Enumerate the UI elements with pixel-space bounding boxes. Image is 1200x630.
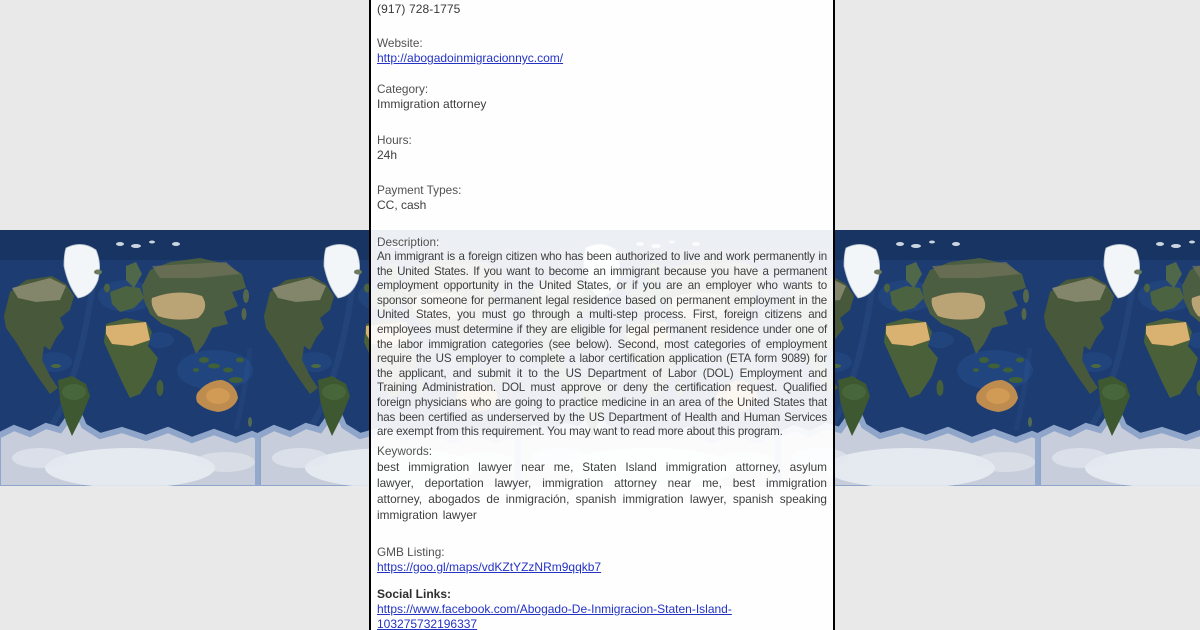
description-label: Description:: [377, 235, 440, 249]
field-payment-types: [377, 183, 827, 213]
facebook-link[interactable]: https://www.facebook.com/Abogado-De-Inmigracion-Staten-Island-103275732196337: [377, 601, 732, 630]
payment-types-value: CC, cash: [377, 198, 427, 212]
field-gmb-listing: [377, 545, 827, 575]
field-description: [377, 235, 827, 440]
field-hours: [377, 133, 827, 163]
hours-label: Hours:: [377, 133, 412, 147]
payment-types-label: Payment Types:: [377, 183, 462, 197]
hours-value: 24h: [377, 148, 398, 162]
description-text: An immigrant is a foreign citizen who has been authorized to live and work permanently in the United States. If you want to become an immigrant because you have a permanent employment opportunity in the United States, or if you are an employer who wants to sponsor someone for permanent legal residence based on permanent employment in the United States, you must go through a multi-step process. First, foreign citizens and employees must determine if they are eligible for legal permanent residence under one of the labor immigration categories (see below). Second, most categories of employment require the US employer to complete a labor certification application (ETA form 9089) for the applicant, and submit it to the US Department of Labor (DOL) Employment and Training Administration. DOL must approve or deny the certification request. Qualified foreign physicians who are going to practice medicine in an area of the United States that has been certified as underserved by the US Department of Health and Human Services are exempt from this requirement. You may want to read more about this program.: [377, 250, 827, 439]
field-keywords: [377, 444, 827, 523]
social-links-label: Social Links:: [377, 586, 452, 601]
phone-number: (917) 728-1775: [377, 2, 461, 16]
category-label: Category:: [377, 82, 429, 96]
keywords-text: best immigration lawyer near me, Staten Island immigration attorney, asylum lawyer, deportation lawyer, immigration attorney near me, best immigration attorney, abogados de inmigración, spanish immigration lawyer, spanish speaking immigration lawyer: [377, 459, 827, 522]
gmb-listing-label: GMB Listing:: [377, 544, 445, 559]
website-label: Website:: [377, 36, 423, 50]
field-website: [377, 36, 827, 66]
gmb-listing-link[interactable]: https://goo.gl/maps/vdKZtYZzNRm9qqkb7: [377, 559, 602, 574]
field-social-links: [377, 587, 827, 630]
category-value: Immigration attorney: [377, 97, 487, 111]
keywords-label: Keywords:: [377, 443, 433, 458]
website-link[interactable]: http://abogadoinmigracionnyc.com/: [377, 51, 564, 65]
field-category: [377, 82, 827, 112]
business-listing-panel: [369, 0, 835, 630]
